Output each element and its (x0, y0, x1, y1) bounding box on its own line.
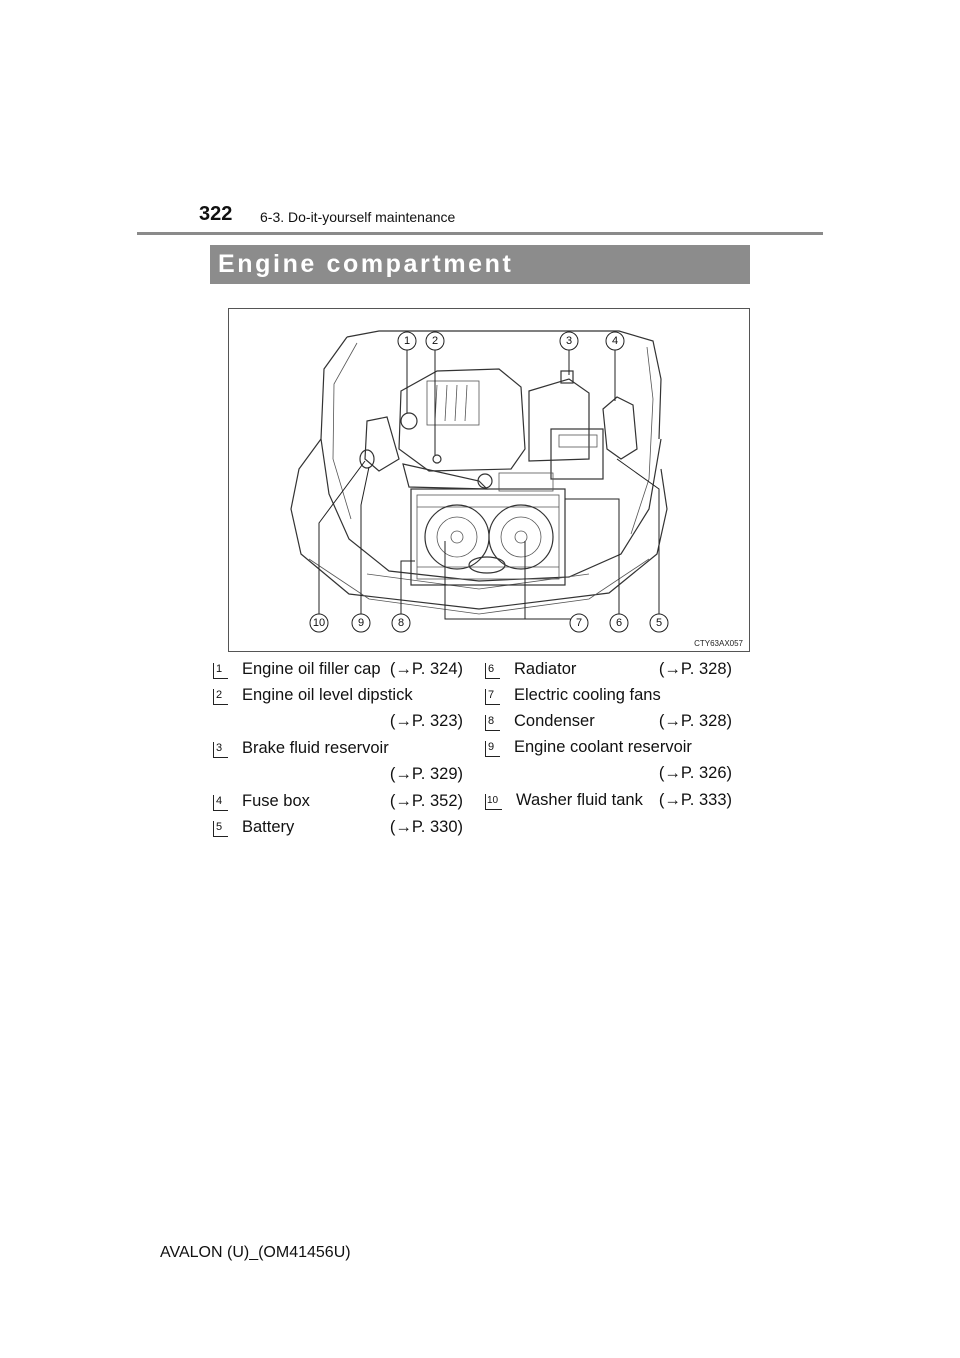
page-reference: (→P. 328) (658, 660, 732, 678)
engine-cover (399, 369, 525, 471)
right-side-components (529, 371, 637, 479)
legend-number: 4 (213, 795, 228, 811)
page-reference: (→P. 352) (389, 792, 463, 810)
callout-3 (560, 332, 578, 350)
legend-label: Condenser (514, 712, 595, 730)
page-reference: (→P. 333) (658, 791, 732, 809)
page-reference: (→P. 326) (658, 764, 732, 782)
callout-8 (392, 614, 410, 632)
figure-code: CTY63AX057 (694, 639, 743, 648)
page-number: 322 (199, 203, 233, 225)
header-rule (137, 232, 823, 235)
page-title: Engine compartment (210, 245, 750, 284)
legend-item-brake-fluid-reservoir (213, 739, 463, 792)
callout-5 (650, 614, 668, 632)
legend-number: 10 (485, 794, 502, 810)
page-reference: (→P. 323) (389, 712, 463, 730)
legend-item-radiator (485, 660, 732, 686)
legend-label: Engine oil level dipstick (242, 686, 413, 704)
page-reference: (→P. 328) (658, 712, 732, 730)
svg-text:9: 9 (357, 617, 365, 629)
callout-1 (398, 332, 416, 350)
legend-label: Engine oil filler cap (242, 660, 381, 678)
legend-label: Brake fluid reservoir (242, 739, 389, 757)
legend-label: Radiator (514, 660, 577, 678)
legend-label: Fuse box (242, 792, 310, 810)
svg-text:8: 8 (397, 617, 405, 629)
legend-number: 8 (485, 715, 500, 731)
legend-label: Washer fluid tank (516, 791, 643, 809)
page-reference: (→P. 329) (389, 765, 463, 783)
left-side-components (360, 417, 492, 489)
page-reference: (→P. 324) (389, 660, 463, 678)
car-body-outline (291, 331, 667, 614)
svg-text:7: 7 (575, 617, 583, 629)
svg-text:3: 3 (565, 335, 573, 347)
svg-text:6: 6 (615, 617, 623, 629)
page-reference: (→P. 330) (389, 818, 463, 836)
callout-6 (610, 614, 628, 632)
svg-text:5: 5 (655, 617, 663, 629)
footer-model-code: AVALON (U)_(OM41456U) (160, 1244, 351, 1261)
legend-right-column (485, 660, 732, 817)
legend-item-engine-coolant-reservoir (485, 738, 732, 791)
legend-label: Engine coolant reservoir (514, 738, 692, 756)
engine-compartment-figure (228, 308, 750, 652)
legend-item-fuse-box (213, 792, 463, 818)
legend-item-washer-fluid-tank (485, 791, 732, 817)
svg-text:1: 1 (403, 335, 411, 347)
callout-2 (426, 332, 444, 350)
legend-label: Battery (242, 818, 295, 836)
svg-text:4: 4 (611, 335, 619, 347)
legend-number: 6 (485, 663, 500, 679)
legend-left-column (213, 660, 463, 844)
leader-lines (319, 349, 659, 619)
legend-item-condenser (485, 712, 732, 738)
legend-item-electric-cooling-fans (485, 686, 732, 712)
legend-number: 7 (485, 689, 500, 705)
legend-number: 3 (213, 742, 228, 758)
svg-text:10: 10 (312, 617, 326, 629)
callout-9 (352, 614, 370, 632)
legend-item-battery (213, 818, 463, 844)
legend-item-engine-oil-level-dipstick (213, 686, 463, 739)
callout-4 (606, 332, 624, 350)
engine-illustration (229, 309, 749, 651)
svg-text:2: 2 (431, 335, 439, 347)
callout-10 (310, 614, 328, 632)
legend-number: 9 (485, 741, 500, 757)
legend-label: Electric cooling fans (514, 686, 661, 704)
legend-item-engine-oil-filler-cap (213, 660, 463, 686)
radiator-assembly (411, 473, 565, 585)
legend-number: 5 (213, 821, 228, 837)
legend-number: 1 (213, 663, 228, 679)
section-title: 6-3. Do-it-yourself maintenance (260, 209, 456, 225)
legend-number: 2 (213, 689, 228, 705)
callout-7 (570, 614, 588, 632)
